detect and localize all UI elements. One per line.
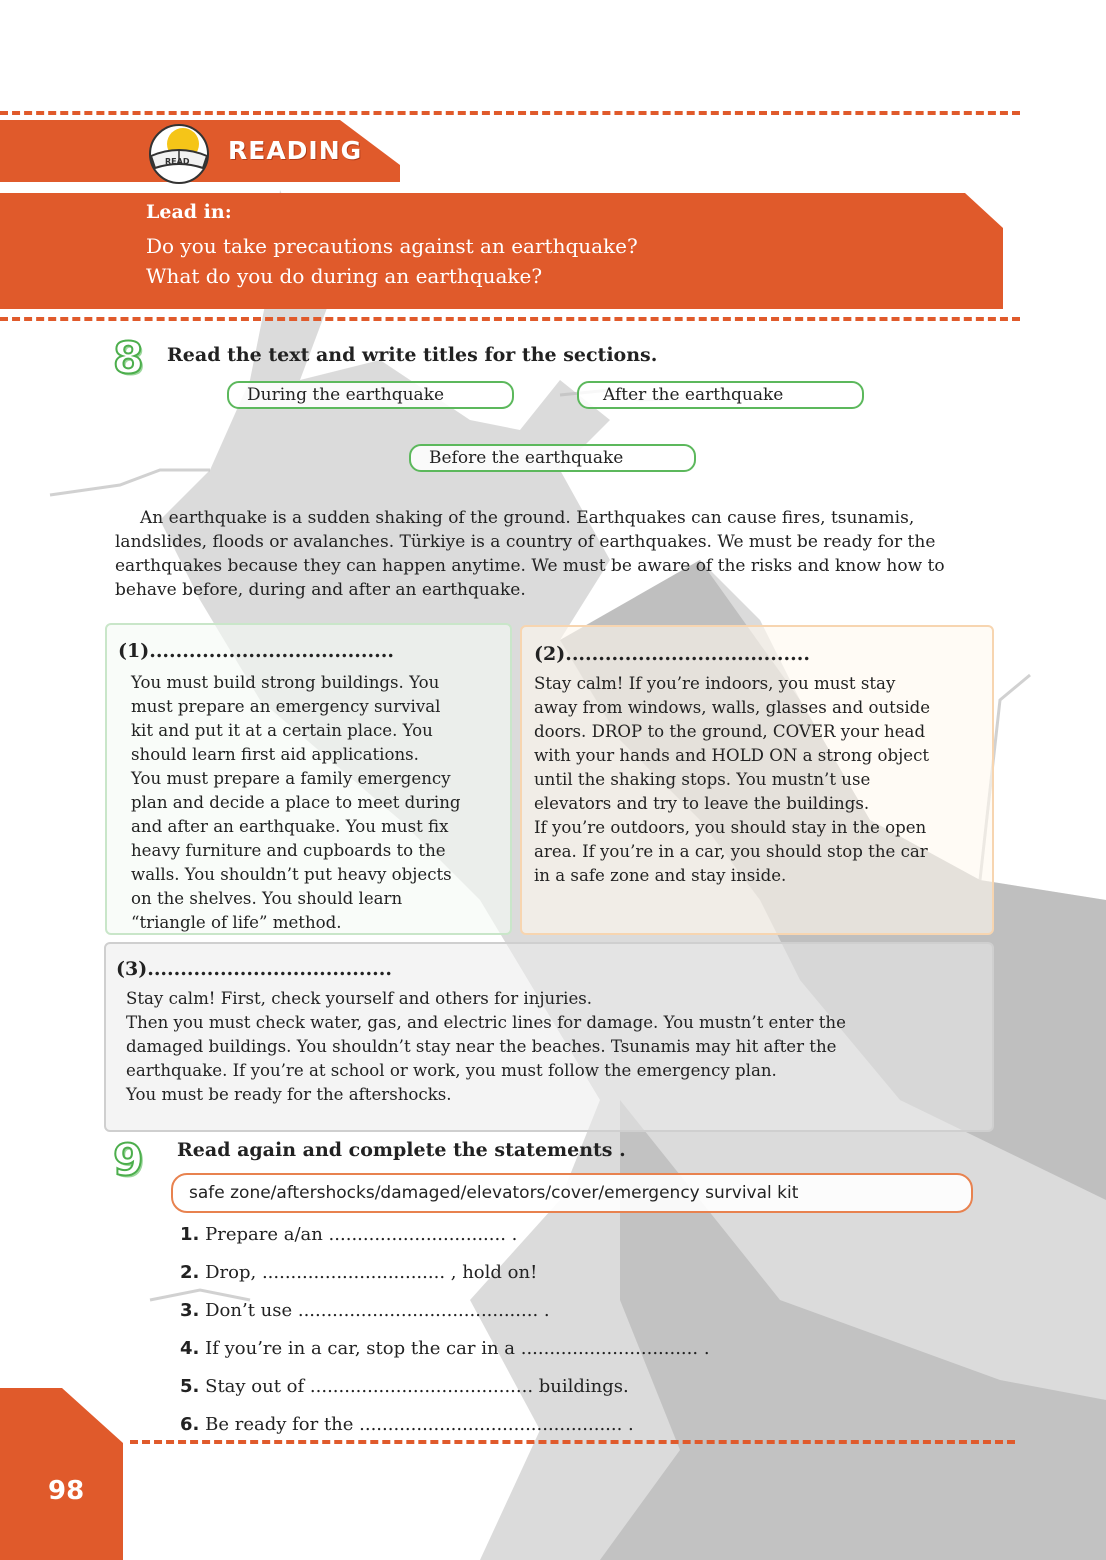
statement-text[interactable]: Don’t use .......................................... .	[205, 1300, 550, 1321]
exercise-instruction: Read the text and write titles for the sections.	[167, 344, 658, 366]
lead-in-dashed-line	[0, 317, 1020, 321]
intro-paragraph: An earthquake is a sudden shaking of the ground. Earthquakes can cause fires, tsunamis, landslides, floods or avalanches. Türkiye is a country of earthquakes. We must be ready for the earthquakes because they can happen anytime. We must be aware of the risks and know how to behave before, during and after an earthquake.	[115, 508, 945, 600]
statement-text[interactable]: Be ready for the .............................................. .	[205, 1414, 634, 1435]
word-options-box: safe zone/aftershocks/damaged/elevators/cover/emergency survival kit	[171, 1173, 973, 1213]
title-option-pill: After the earthquake	[577, 381, 864, 409]
statement-text[interactable]: Prepare a/an ............................... .	[205, 1224, 518, 1245]
lead-in-question: What do you do during an earthquake?	[146, 264, 543, 288]
statement-item: 5. Stay out of ....................................... buildings.	[180, 1376, 629, 1397]
section-title: READING	[228, 136, 363, 165]
section-title-blank[interactable]: (2).....................................	[534, 643, 810, 665]
bottom-dashed-line	[130, 1440, 1015, 1444]
statement-item: 4. If you’re in a car, stop the car in a ............................... .	[180, 1338, 710, 1359]
crack-line-left	[50, 470, 210, 495]
statement-item: 2. Drop, ................................ , hold on!	[180, 1262, 538, 1283]
lead-in-question: Do you take precautions against an earthquake?	[146, 234, 638, 258]
top-dashed-line	[0, 111, 1020, 115]
section-title-blank[interactable]: (3).....................................	[116, 958, 392, 980]
svg-text:READ: READ	[165, 157, 190, 166]
page-number: 98	[48, 1476, 85, 1506]
exercise-number: 8	[113, 333, 144, 384]
section-text: Stay calm! First, check yourself and others for injuries. Then you must check water, gas, and electric lines for damage. You mustn’t enter the damaged buildings. You shouldn’t stay near the beaches. Tsunamis may hit after the earthquake. If you’re at school or work, you must follow the emergency plan. You must be ready for the aftershocks.	[126, 989, 846, 1104]
section-text: You must build strong buildings. You must prepare an emergency survival kit and put it at a certain place. You should learn first aid applications. You must prepare a family emergency plan and decide a place to meet during and after an earthquake. You must fix heavy furniture and cupboards to the walls. You shouldn’t put heavy objects on the shelves. You should learn “triangle of life” method.	[131, 673, 461, 932]
crack-line-bottom-left	[150, 1290, 250, 1300]
statement-text[interactable]: Drop, ................................ , hold on!	[205, 1262, 538, 1283]
lead-in-title: Lead in:	[146, 201, 232, 223]
exercise-number: 9	[113, 1135, 144, 1186]
section-title-blank[interactable]: (1).....................................	[118, 640, 394, 662]
section-text: Stay calm! If you’re indoors, you must stay away from windows, walls, glasses and outside doors. DROP to the ground, COVER your head with your hands and HOLD ON a strong object until the shaking stops. You mustn’t use elevators and try to leave the buildings. If you’re outdoors, you should stay in the open area. If you’re in a car, you should stop the car in a safe zone and stay inside.	[534, 674, 931, 885]
statement-text[interactable]: Stay out of ....................................... buildings.	[205, 1376, 629, 1397]
exercise-instruction: Read again and complete the statements .	[177, 1139, 626, 1161]
statement-text[interactable]: If you’re in a car, stop the car in a ............................... .	[205, 1338, 710, 1359]
statement-item: 6. Be ready for the .............................................. .	[180, 1414, 634, 1435]
title-option-pill: Before the earthquake	[409, 444, 696, 472]
statement-item: 3. Don’t use .......................................... .	[180, 1300, 550, 1321]
open-book-icon	[143, 124, 215, 184]
title-option-pill: During the earthquake	[227, 381, 514, 409]
statement-item: 1. Prepare a/an ............................... .	[180, 1224, 518, 1245]
